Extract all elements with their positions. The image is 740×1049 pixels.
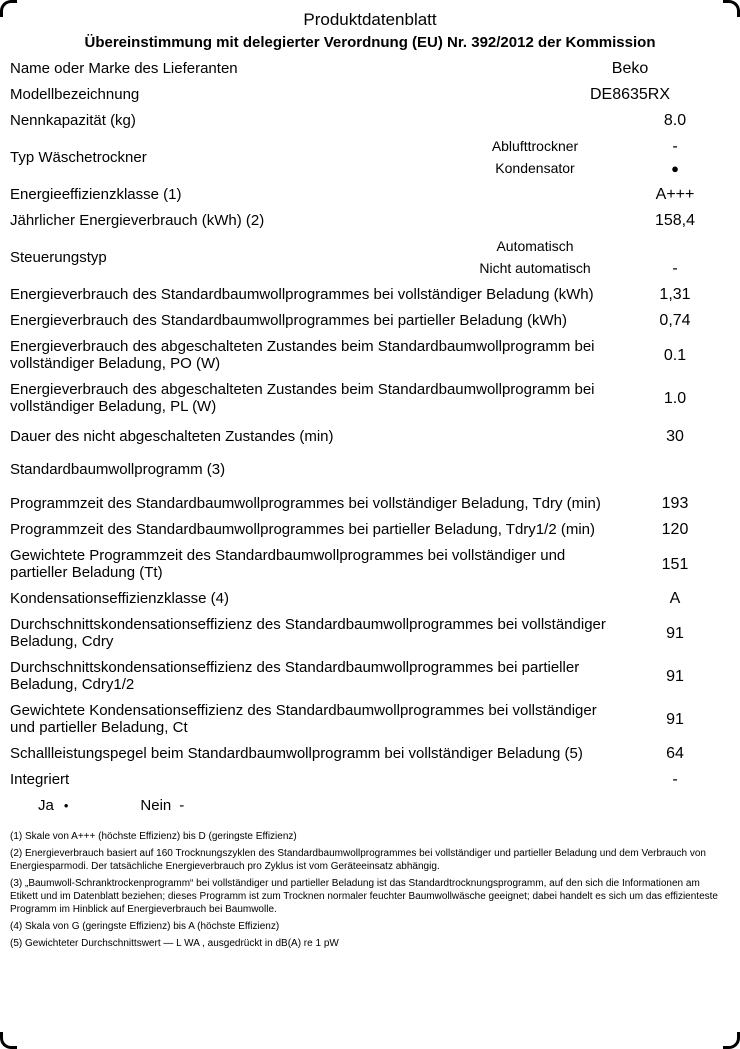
- spec-value: -: [672, 771, 678, 788]
- spec-row-integrated: [10, 771, 730, 788]
- spec-row-power-off-mode: [10, 338, 730, 372]
- spec-value: 1,31: [659, 286, 691, 303]
- spec-label: Integriert: [10, 771, 70, 788]
- border-corner-top-right: [723, 0, 740, 17]
- option-mark: -: [672, 260, 678, 277]
- option-row: [450, 238, 730, 255]
- legend-no-label: Nein: [140, 797, 172, 814]
- spec-label: Durchschnittskondensationseffizienz des Standardbaumwollprogrammes bei vollständiger Beladung, Cdry: [10, 616, 606, 650]
- spec-row-energy-class: [10, 186, 730, 203]
- spec-row-sound-power: [10, 745, 730, 762]
- footnote-5: (5) Gewichteter Durchschnittswert — L WA , ausgedrückt in dB(A) re 1 pW: [10, 938, 339, 949]
- spec-label: Schallleistungspegel beim Standardbaumwollprogramm bei vollständiger Beladung (5): [10, 745, 583, 762]
- spec-row-power-left-on-mode: [10, 381, 730, 415]
- spec-row-energy-partial-load: [10, 312, 730, 329]
- footnote-4: (4) Skala von G (geringste Effizienz) bis A (höchste Effizienz): [10, 921, 280, 932]
- spec-row-left-on-duration: [10, 428, 730, 445]
- border-corner-bottom-left: [0, 1032, 17, 1049]
- spec-value: 91: [666, 710, 684, 728]
- spec-row-time-full-load: [10, 495, 730, 512]
- option-label: Nicht automatisch: [479, 260, 591, 276]
- spec-label: Steuerungstyp: [10, 249, 107, 266]
- border-corner-top-left: [0, 0, 17, 17]
- spec-label: Gewichtete Kondensationseffizienz des Standardbaumwollprogrammes bei vollständiger und partieller Beladung, Ct: [10, 702, 597, 736]
- option-mark: ●: [671, 161, 679, 176]
- spec-row-condensation-class: [10, 590, 730, 607]
- spec-value: 64: [666, 745, 684, 762]
- legend-yes-label: Ja: [38, 797, 54, 814]
- spec-row-weighted-time: [10, 547, 730, 581]
- spec-row-control-type: [10, 238, 730, 277]
- spec-row-condensation-full: [10, 616, 730, 650]
- option-row: [450, 138, 730, 155]
- section-label: Standardbaumwollprogramm (3): [10, 461, 226, 478]
- option-row: [450, 160, 730, 177]
- spec-label: Gewichtete Programmzeit des Standardbaumwollprogrammes bei vollständiger und partieller Beladung (Tt): [10, 547, 566, 581]
- spec-label: Typ Wäschetrockner: [10, 149, 147, 166]
- spec-label: Jährlicher Energieverbrauch (kWh) (2): [10, 212, 265, 229]
- spec-value: A: [669, 590, 681, 607]
- spec-value: 193: [661, 495, 689, 512]
- spec-value: A+++: [655, 186, 695, 203]
- spec-row-dryer-type: [10, 138, 730, 177]
- border-corner-bottom-right: [723, 1032, 740, 1049]
- spec-row-supplier: [10, 60, 730, 77]
- spec-label: Energieeffizienzklasse (1): [10, 186, 182, 203]
- page-title: Produktdatenblatt: [303, 10, 437, 29]
- footnotes: [10, 830, 730, 950]
- control-type-options: [450, 238, 730, 277]
- spec-row-condensation-partial: [10, 659, 730, 693]
- spec-value: 8.0: [663, 112, 687, 129]
- spec-row-energy-full-load: [10, 286, 730, 303]
- legend-no-mark: -: [179, 797, 185, 814]
- dryer-type-options: [450, 138, 730, 177]
- spec-value: 1.0: [663, 389, 687, 407]
- spec-label: Modellbezeichnung: [10, 86, 140, 103]
- spec-label: Energieverbrauch des Standardbaumwollprogrammes bei partieller Beladung (kWh): [10, 312, 567, 329]
- spec-value: 30: [666, 428, 684, 445]
- footnote-3: (3) „Baumwoll-Schranktrockenprogramm“ bei vollständiger und partieller Beladung ist das Standardtrocknungsprogramm, auf den sich die Informationen am Etikett und im Datenblatt beziehen; dieses Programm ist zum Trocknen normaler feuchter Baumwollwäsche geeignet; dabei handelt es sich um das effizienteste Programm im Hinblick auf Energieverbrauch bei Baumwolle.: [10, 878, 718, 915]
- footnote-2: (2) Energieverbrauch basiert auf 160 Trocknungszyklen des Standardbaumwollprogrammes bei vollständiger und partieller Beladung und dem Verbrauch von Energiesparmodi. Der tatsächliche Energieverbrauch pro Zyklus ist vom Geräteeinsatz abhängig.: [10, 848, 706, 872]
- spec-value: 158,4: [654, 212, 696, 229]
- spec-row-annual-energy: [10, 212, 730, 229]
- spec-label: Programmzeit des Standardbaumwollprogrammes bei partieller Beladung, Tdry1/2 (min): [10, 521, 595, 538]
- spec-row-time-partial-load: [10, 521, 730, 538]
- option-row: [450, 260, 730, 277]
- spec-label: Durchschnittskondensationseffizienz des Standardbaumwollprogrammes bei partieller Beladung, Cdry1/2: [10, 659, 580, 693]
- spec-label: Energieverbrauch des Standardbaumwollprogrammes bei vollständiger Beladung (kWh): [10, 286, 594, 303]
- spec-value: 151: [661, 555, 689, 573]
- option-label: Kondensator: [495, 160, 575, 176]
- spec-section-standard-programme: [10, 461, 730, 478]
- spec-label: Energieverbrauch des abgeschalteten Zustandes beim Standardbaumwollprogramm bei vollständiger Beladung, PO (W): [10, 338, 595, 372]
- option-label: Ablufttrockner: [491, 138, 579, 154]
- spec-value: 0.1: [663, 346, 687, 364]
- legend-yes-mark: •: [63, 798, 69, 813]
- option-label: Automatisch: [496, 238, 574, 254]
- spec-value: 0,74: [659, 312, 691, 329]
- spec-row-capacity: [10, 112, 730, 129]
- footnote-1: (1) Skale von A+++ (höchste Effizienz) bis D (geringste Effizienz): [10, 831, 297, 842]
- spec-row-condensation-weighted: [10, 702, 730, 736]
- spec-value: Beko: [611, 60, 649, 77]
- spec-label: Name oder Marke des Lieferanten: [10, 60, 238, 77]
- spec-label: Nennkapazität (kg): [10, 112, 136, 129]
- spec-value: 91: [666, 667, 684, 685]
- spec-label: Energieverbrauch des abgeschalteten Zustandes beim Standardbaumwollprogramm bei vollständiger Beladung, PL (W): [10, 381, 595, 415]
- spec-value: 91: [666, 624, 684, 642]
- yes-no-legend: [10, 797, 730, 814]
- page-subtitle: Übereinstimmung mit delegierter Verordnung (EU) Nr. 392/2012 der Kommission: [84, 34, 656, 51]
- spec-label: Dauer des nicht abgeschalteten Zustandes (min): [10, 428, 334, 445]
- spec-label: Kondensationseffizienzklasse (4): [10, 590, 230, 607]
- spec-value: DE8635RX: [589, 86, 671, 103]
- spec-value: 120: [661, 521, 689, 538]
- spec-row-model: [10, 86, 730, 103]
- spec-label: Programmzeit des Standardbaumwollprogrammes bei vollständiger Beladung, Tdry (min): [10, 495, 601, 512]
- option-mark: -: [672, 138, 678, 155]
